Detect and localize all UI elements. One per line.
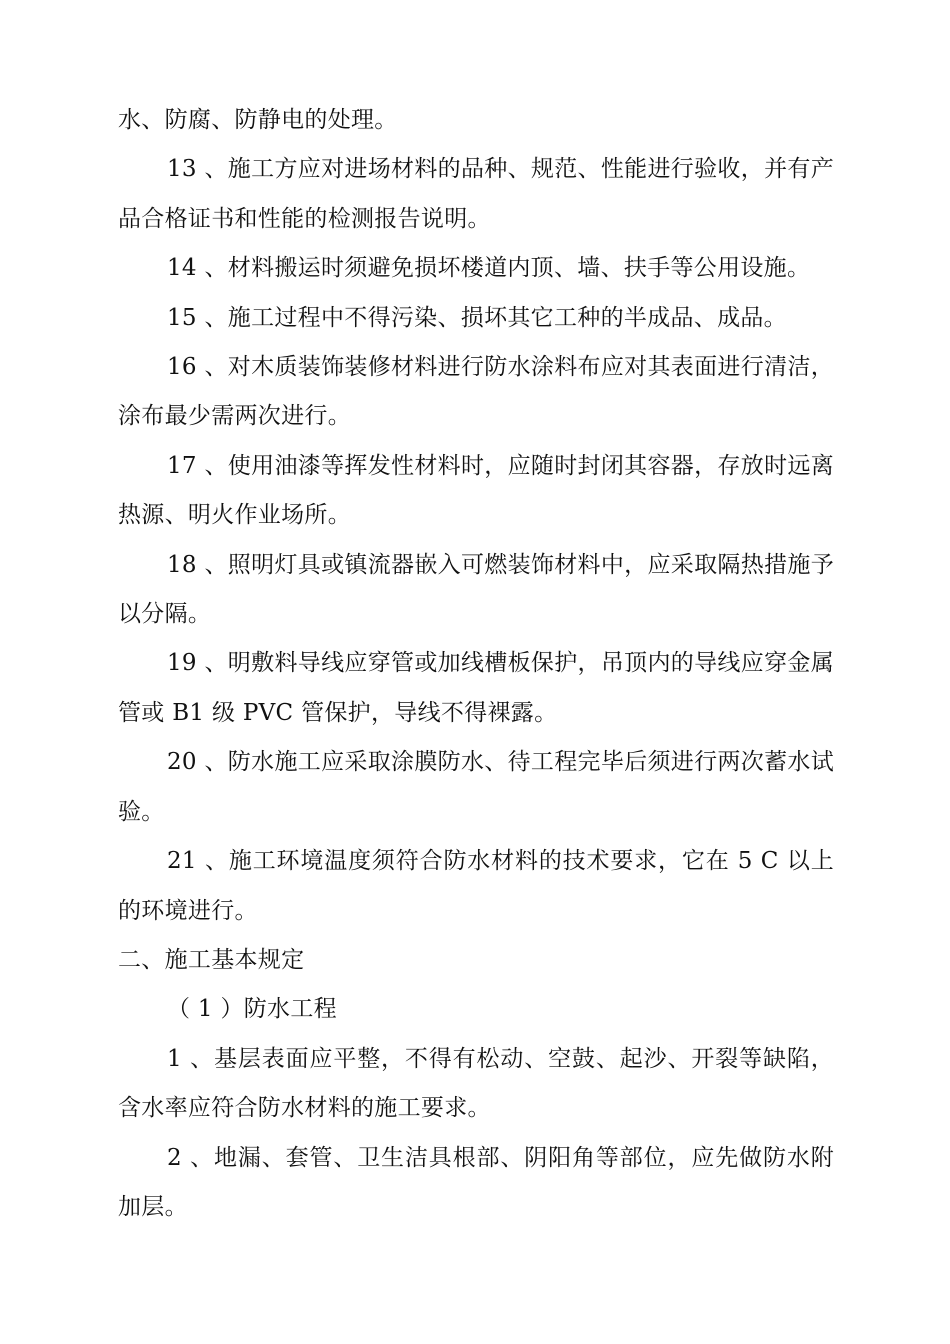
paragraph-item-18: 18 、照明灯具或镇流器嵌入可燃装饰材料中，应采取隔热措施予以分隔。: [118, 551, 834, 628]
paragraph-item-17: 17 、使用油漆等挥发性材料时，应随时封闭其容器，存放时远离热源、明火作业场所。: [118, 452, 834, 529]
paragraph-item-20: 20 、防水施工应采取涂膜防水、待工程完毕后须进行两次蓄水试验。: [118, 749, 834, 825]
paragraph-item-13: 13 、施工方应对进场材料的品种、规范、性能进行验收，并有产品合格证书和性能的检测报告说明。: [118, 156, 834, 232]
subsection-heading: （ 1 ）防水工程: [167, 996, 337, 1023]
section-heading: 二、施工基本规定: [118, 946, 305, 973]
document-body: [118, 96, 834, 1232]
paragraph-rule-1: 1 、基层表面应平整，不得有松动、空鼓、起沙、开裂等缺陷，含水率应符合防水材料的施工要求。: [118, 1045, 834, 1122]
paragraph-item-14: 14 、材料搬运时须避免损坏楼道内顶、墙、扶手等公用设施。: [167, 255, 811, 282]
paragraph-item-21: 21 、施工环境温度须符合防水材料的技术要求，它在 5 C 以上的环境进行。: [118, 848, 834, 924]
paragraph-item-19: 19 、明敷料导线应穿管或加线槽板保护，吊顶内的导线应穿金属管或 B1 级 PVC 管保护，导线不得裸露。: [118, 650, 834, 726]
paragraph-rule-2: 2 、地漏、套管、卫生洁具根部、阴阳角等部位，应先做防水附加层。: [118, 1144, 834, 1220]
paragraph-item-16: 16 、对木质装饰装修材料进行防水涂料布应对其表面进行清洁，涂布最少需两次进行。: [118, 354, 834, 430]
paragraph-continuation: 水、防腐、防静电的处理。: [118, 107, 398, 133]
paragraph-item-15: 15 、施工过程中不得污染、损坏其它工种的半成品、成品。: [167, 304, 787, 331]
